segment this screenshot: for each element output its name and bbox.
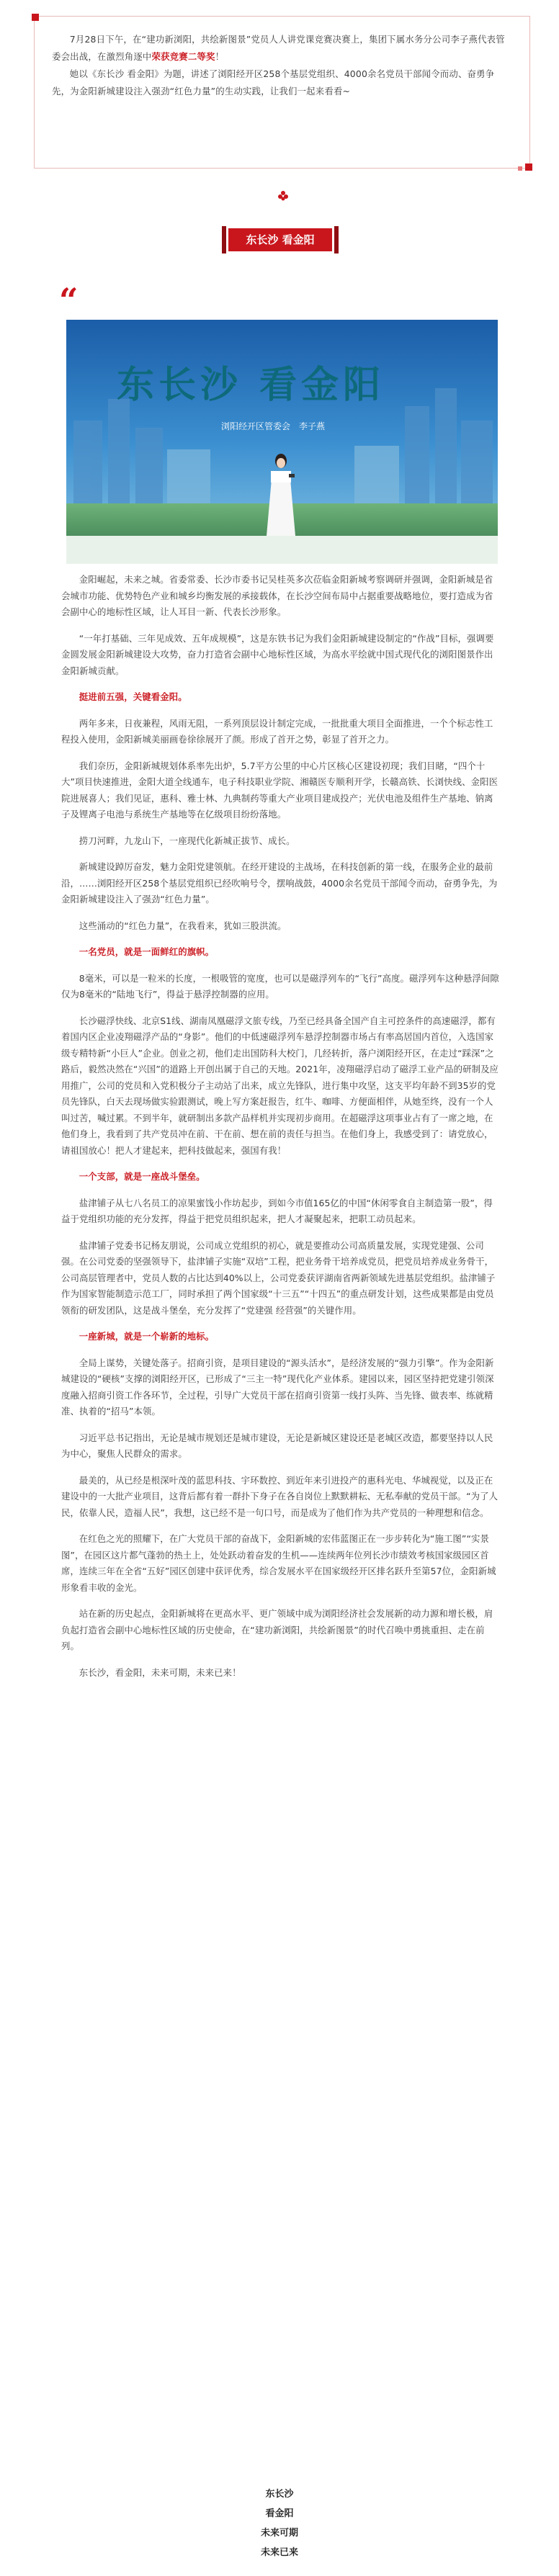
award-highlight: 荣获竞赛二等奖 — [151, 51, 215, 62]
slogan-line: 看金阳 — [265, 2508, 294, 2519]
slogan-line: 东长沙 — [265, 2489, 294, 2500]
article-paragraph: 这些涌动的“红色力量”，在我看来，犹如三股洪流。 — [79, 920, 287, 931]
intro-paragraph-1 — [52, 31, 512, 66]
article-paragraph: 东长沙，看金阳，未来可期，未来已来！ — [79, 1666, 241, 1678]
tag-ear — [334, 226, 339, 253]
intro-box — [34, 16, 530, 169]
hero-headline: 东长沙 看金阳 — [117, 364, 385, 407]
article-paragraph: “一年打基础、三年见成效、五年成规模”，这是东铁书记为我们金阳新城建设制定的“作战”目标，强调要金圆发展金阳新城建设大攻势，奋力打造省会副中心地标性区域，为高水平绘就中国式现代化的浏阳图景作出金阳新城贡献。 — [61, 632, 494, 676]
corner-decoration — [525, 163, 532, 171]
flower-icon — [278, 191, 288, 201]
quote-icon: “ — [59, 281, 79, 320]
article-body — [61, 572, 499, 1691]
intro-paragraph-2: 她以《东长沙 看金阳》为题，讲述了浏阳经开区258个基层党组织、4000余名党员干部闻令而动、奋勇争先，为金阳新城建设注入强劲“红色力量”的生动实践，让我们一起来看看~ — [52, 68, 495, 97]
section-tag-label: 东长沙 看金阳 — [228, 228, 332, 251]
hero-subline: 浏阳经开区管委会 李子燕 — [221, 421, 326, 431]
article-paragraph: 盐津铺子从七八名员工的凉果蜜饯小作坊起步，到如今市值165亿的中国“休闲零食自主制造第一股”，得益于党组织功能的充分发挥，得益于把党员组织起来，把人才凝聚起来，把职工动员起来。 — [61, 1197, 493, 1224]
article-paragraph: 捞刀河畔，九龙山下，一座现代化新城正拔节、成长。 — [79, 835, 295, 846]
article-paragraph: 两年多来，日夜兼程，风雨无阻，一系列顶层设计制定完成，一批批重大项目全面推进，一个个标志性工程投入使用，金阳新城美丽画卷徐徐展开了颜。形成了首开之势，彰显了首开之力。 — [61, 717, 493, 745]
corner-decoration — [32, 14, 39, 21]
section-heading: 一名党员，就是一面鲜红的旗帜。 — [79, 946, 215, 957]
article-paragraph: 在红色之光的照耀下，在广大党员干部的奋战下，金阳新城的宏伟蓝图正在一步步转化为“施工图”“实景图”，在园区这片都气蓬勃的热土上，处处跃动着奋发的生机——连续两年位列长沙市绩效考核国家级园区首席，连续三年在全省“五好”园区创建中获评优秀，综合发展水平在国家级经开区排名跃升至第57位，金阳新城形象看丰收的金光。 — [61, 1533, 496, 1593]
article-paragraph: 最美的，从已经是根深叶茂的蓝思科技、宇环数控、到近年来引进投产的惠科光电、华城视觉，以及正在建设中的一大批产业项目，这背后都有着一群扑下身子在各自岗位上默默耕耘、无私奉献的党员干部。“为了人民，依靠人民，造福人民”，我想，这已经不是一句口号，而是成为了他们作为共产党员的一种理想和信念。 — [61, 1474, 498, 1518]
article-paragraph: 我们奈历，金阳新城规划体系率先出炉，5.7平方公里的中心片区核心区建设初现；我们目睹，“四个十大”项目快速推进，金阳大道全线通车，电子科技职业学院、湘赣医专顺利开学，长赣高铁、长浏快线、金阳医院进展喜人；我们见证，惠科、雅士林、九典制药等重大产业项目建成投产；光伏电池及组件生产基地、钠离子及锂离子电池与系统生产基地等在亿级项目纷纷落地。 — [61, 760, 498, 820]
article-paragraph: 全局上谋势，关键处落子。招商引资，是项目建设的“源头活水”，是经济发展的“强力引擎”。作为金阳新城建设的“硬核”支撑的浏阳经开区，已形成了“三主一特”现代化产业体系。建园以来，园区坚持把党建引领深度融入招商引资工作各环节，全过程，引导广大党员干部在招商引资第一线打头阵、当先锋、做表率、练就精准、执着的“招马”本领。 — [61, 1357, 494, 1417]
section-heading: 一座新城，就是一个崭新的地标。 — [79, 1331, 215, 1342]
article-paragraph: 习近平总书记指出，无论是城市规划还是城市建设，无论是新城区建设还是老城区改造，都要坚持以人民为中心，聚焦人民群众的需求。 — [61, 1432, 493, 1459]
article-paragraph: 盐津铺子党委书记杨友朋说，公司成立党组织的初心，就是要推动公司高质量发展，实现党建强、公司强。在公司党委的坚强领导下，盐津铺子实施“双培”工程，把业务骨干培养成党员，把党员培养成业务骨干，公司高层管理者中，党员人数的占比达到40%以上，公司党委获评湖南省两新领域先进基层党组织。盐津铺子作为国家智能制造示范工厂，同时承担了两个国家级“十三五”“十四五”的重点研发计划，这些成果都是由党员领衔的研发团队，这是战斗堡垒，充分发挥了“党建强 经营强”的关键作用。 — [61, 1239, 496, 1316]
closing-slogan — [0, 2485, 559, 2562]
section-tag — [228, 226, 332, 253]
article-paragraph: 站在新的历史起点，金阳新城将在更高水平、更广领域中成为浏阳经济社会发展新的动力源和增长极，肩负起打造省会副中心地标性区域的历史使命，在“建功新浏阳，共绘新图景”的时代召唤中勇挑重担、走在前列。 — [61, 1608, 493, 1651]
article-paragraph: 金阳崛起，未来之城。省委常委、长沙市委书记吴桂英多次莅临金阳新城考察调研并强调，金阳新城是省会城市功能、优势特色产业和城乡均衡发展的承接载体，在长沙空间布局中占据重要战略地位，要打造成为省会副中心的地标性区域，让人耳目一新、代表长沙形象。 — [61, 574, 493, 617]
slogan-line: 未来已来 — [260, 2547, 298, 2558]
intro-text: ！ — [215, 51, 225, 62]
section-heading: 挺进前五强，关键看金阳。 — [79, 691, 187, 702]
section-heading: 一个支部，就是一座战斗堡垒。 — [79, 1171, 205, 1182]
article-paragraph: 新城建设踔厉奋发，魅力金阳党建领航。在经开建设的主战场，在科技创新的第一线，在服务企业的最前沿，……浏阳经开区258个基层党组织已经吹响号令，摆响战鼓，4000余名党员干部闻令而动，奋勇争先，为金阳新城建设注入了强劲“红色力量”。 — [61, 861, 498, 905]
article-paragraph: 8毫米，可以是一粒米的长度，一根吸管的宽度，也可以是磁浮列车的“飞行”高度。磁浮列车这种悬浮间隙仅为8毫米的“陆地飞行”，得益于悬浮控制器的应用。 — [61, 972, 499, 1000]
corner-decoration — [518, 166, 522, 171]
intro-text: 7月28日下午，在“建功新浏阳，共绘新图景”党员人人讲党课竞赛决赛上，集团下属水务分公司李子燕代表管委会出战，在激烈角逐中 — [52, 34, 505, 62]
slogan-line: 未来可期 — [260, 2528, 298, 2539]
tag-ear — [222, 226, 226, 253]
hero-photo — [66, 320, 498, 564]
article-paragraph: 长沙磁浮快线、北京S1线、湖南凤凰磁浮文旅专线，乃至已经具备全国产自主可控条件的高速磁浮，都有着国内区企业凌翔磁浮产品的“身影”。他们的中低速磁浮列车悬浮控制器市场占有率高居国内首位，入选国家级专精特新“小巨人”企业。创业之初，他们走出国防科大校门，几经转折，落户浏阳经开区，在走过“踩深”之路后，毅然决然在“兴国”的道路上开创出属于自己的天地。2021年，凌翔磁浮启动了磁浮工业产品的研制及应用推广，公司的党员和入党积极分子主动站了出来，成立先锋队，进行集中攻坚，这支平均年龄不到35岁的党员先锋队，白天去现场做实验跟测试，晚上写方案赶报告，红牛、咖啡、方便面相伴，从她至终，没有一个人叫过苦，喊过累。不到半年，就研制出多款产品样机并实现初步商用。在超磁浮这项事业占有了一席之地，在他们身上，我看到了共产党员冲在前、干在前、想在前的责任与担当。在他们身上，我感受到了：请党放心，请祖国放心！把人才建起来，把科技做起来，强国有我！ — [61, 1015, 499, 1156]
